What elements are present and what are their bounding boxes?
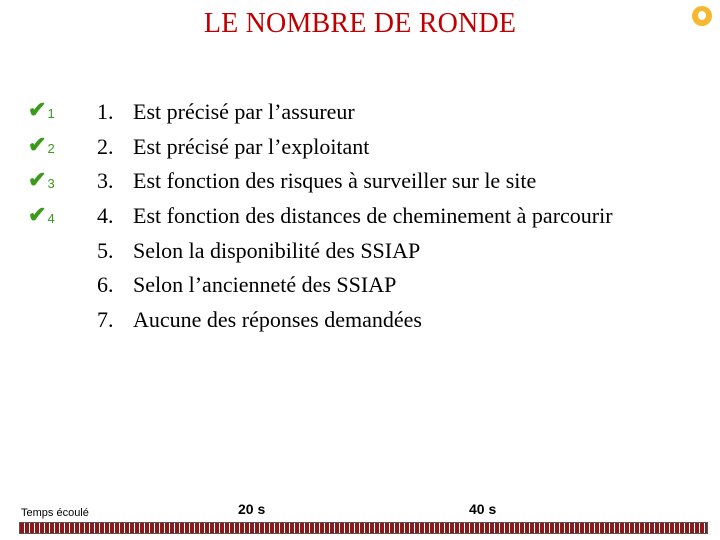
timer-mark-20: 20 s <box>238 501 266 517</box>
answer-text: Selon l’ancienneté des SSIAP <box>133 272 397 298</box>
answer-text: Est fonction des risques à surveiller sur le site <box>133 168 537 194</box>
timer-mark-40: 40 s <box>469 501 497 517</box>
answer-number: 7. <box>97 306 114 332</box>
slide-title: LE NOMBRE DE RONDE <box>203 8 517 39</box>
answer-text: Est fonction des distances de cheminement à parcourir <box>133 203 613 229</box>
check-item <box>28 197 55 232</box>
answer-text: Selon la disponibilité des SSIAP <box>133 237 421 263</box>
answer-option-5[interactable] <box>97 233 613 268</box>
check-item <box>28 92 55 127</box>
answer-option-4[interactable] <box>97 199 613 234</box>
check-number: 2 <box>47 141 55 156</box>
answer-option-3[interactable] <box>97 164 613 199</box>
answer-option-1[interactable] <box>97 95 613 130</box>
logo-badge-icon <box>692 6 712 26</box>
answer-text: Est précisé par l’exploitant <box>133 133 370 159</box>
answer-number: 1. <box>97 99 114 125</box>
check-item <box>28 127 55 162</box>
answer-number: 6. <box>97 272 114 298</box>
answer-number: 5. <box>97 237 114 263</box>
answer-number: 3. <box>97 168 114 194</box>
check-item <box>28 162 55 197</box>
answer-option-2[interactable] <box>97 130 613 165</box>
check-number: 4 <box>47 211 55 226</box>
checkmark-icon: ✔ <box>28 96 47 122</box>
answer-number: 2. <box>97 133 114 159</box>
checkmark-icon: ✔ <box>28 166 47 192</box>
elapsed-time-bar <box>19 522 708 534</box>
elapsed-time-label: Temps écoulé <box>21 507 89 519</box>
answer-text: Aucune des réponses demandées <box>133 306 422 332</box>
correct-answers-list <box>28 92 55 232</box>
checkmark-icon: ✔ <box>28 131 47 157</box>
answer-option-7[interactable] <box>97 303 613 338</box>
checkmark-icon: ✔ <box>28 201 47 227</box>
answer-list <box>97 95 613 337</box>
answer-option-6[interactable] <box>97 268 613 303</box>
answer-number: 4. <box>97 203 114 229</box>
check-number: 3 <box>47 176 55 191</box>
check-number: 1 <box>47 106 55 121</box>
answer-text: Est précisé par l’assureur <box>133 99 355 125</box>
